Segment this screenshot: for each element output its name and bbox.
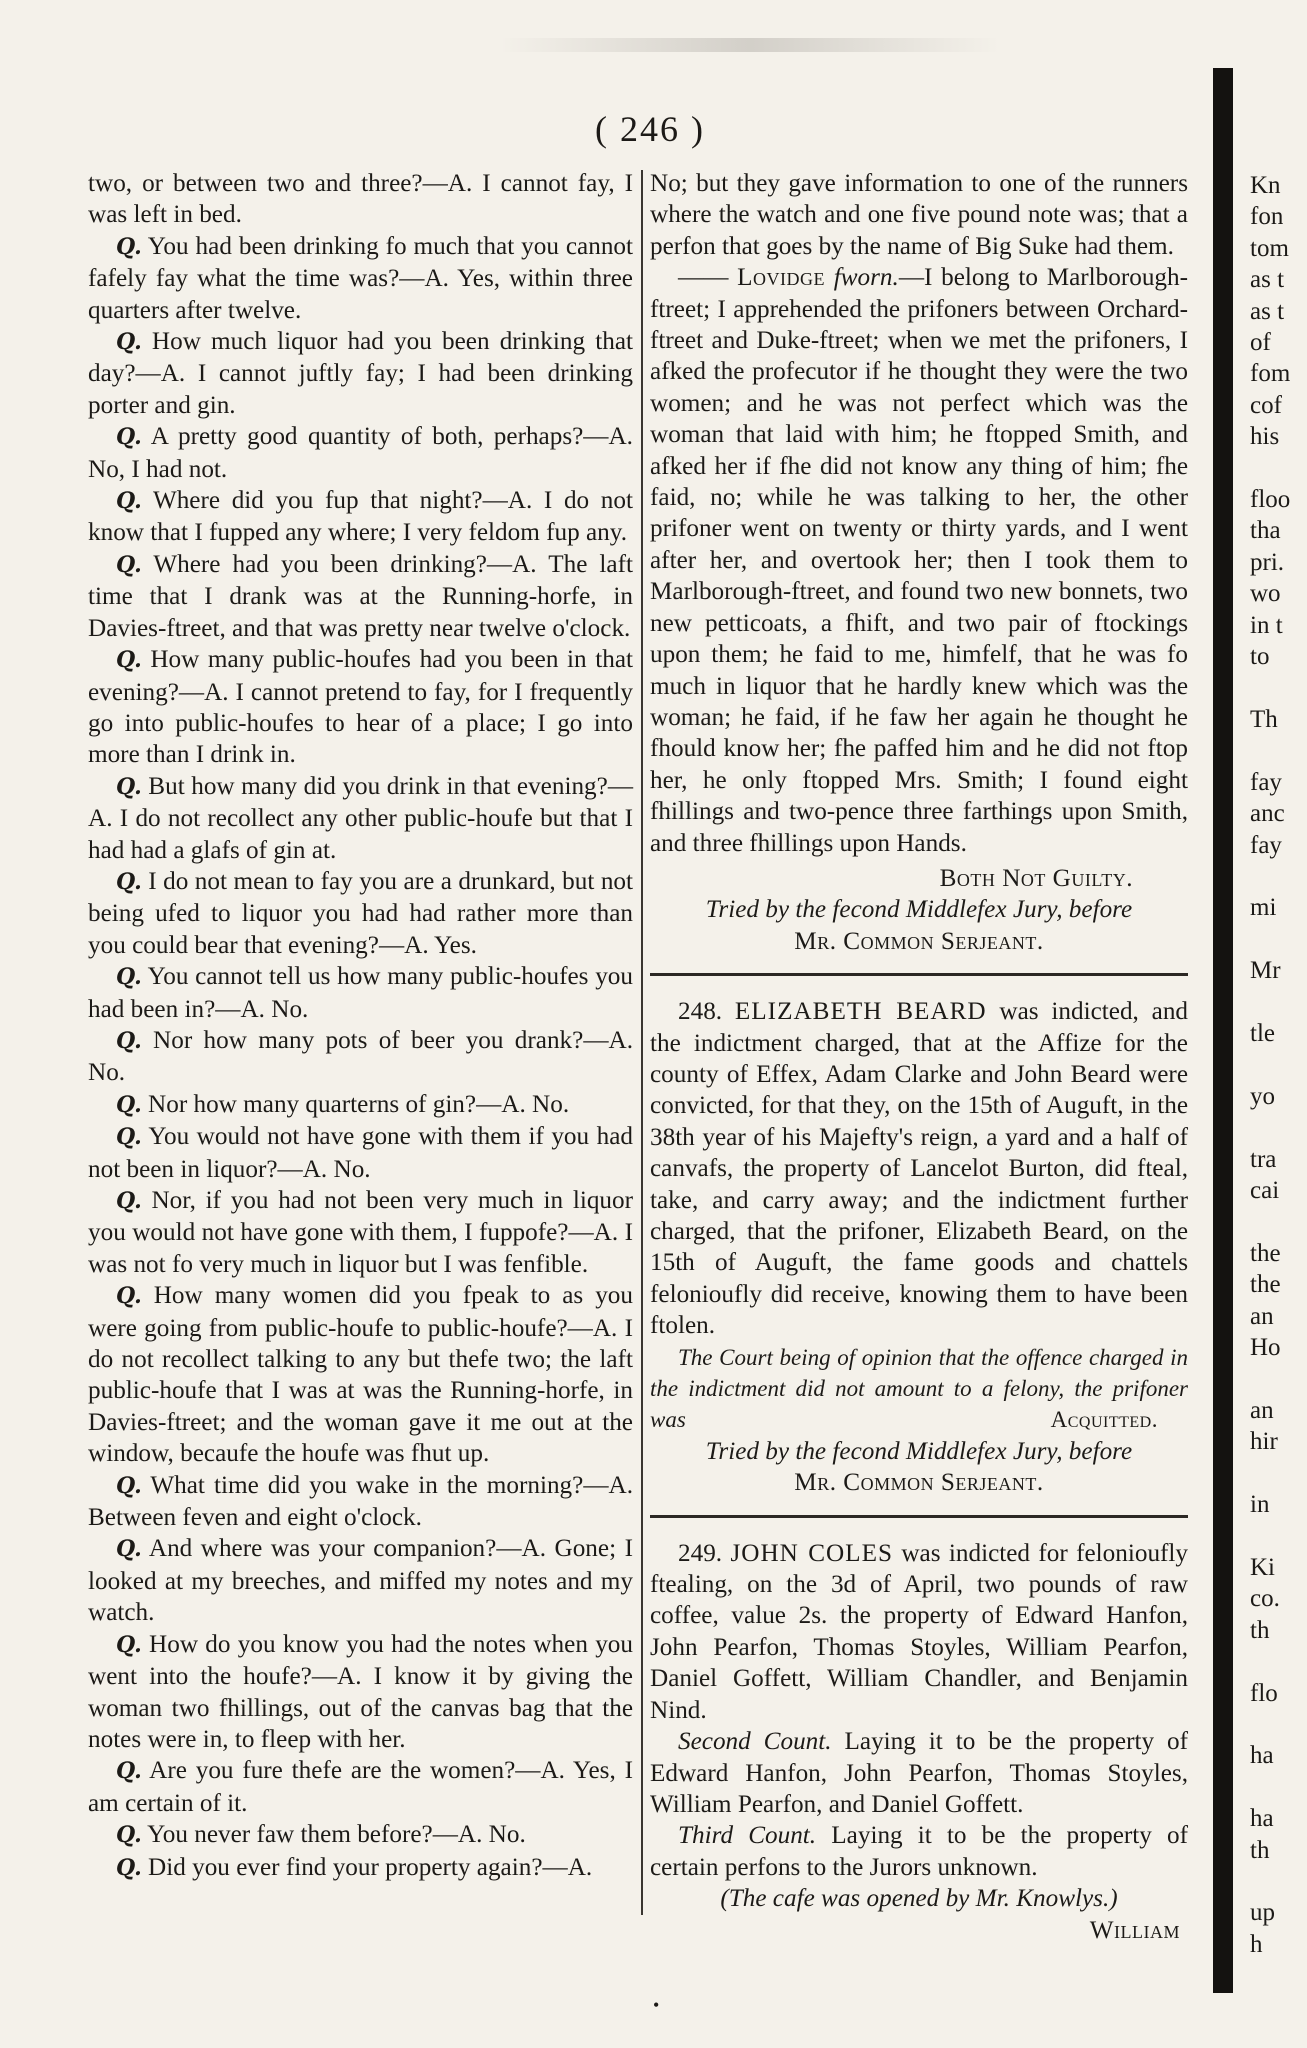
question-marker: Q. xyxy=(116,1091,142,1118)
indictment-text: was indicted for felonioufly ftealing, on the 3d of April, two pounds of raw coffee, value 2s. the property of Edward Hanfon, John Pearfon, Thomas Stoyles, William Pearfon, Daniel Goffett, William Chandler, and Benjamin Nind. xyxy=(650,1539,1189,1724)
facing-page-fragment: the xyxy=(1250,1239,1281,1267)
case-separator-rule xyxy=(650,973,1188,976)
facing-page-fragment: an xyxy=(1250,1302,1274,1330)
facing-page-fragment: ha xyxy=(1250,1805,1274,1833)
tried-before-line xyxy=(650,926,1188,957)
question-marker: Q. xyxy=(116,1536,142,1563)
defendant-name: JOHN COLES xyxy=(730,1539,893,1567)
testimony-text: How many public-houfes had you been in that evening?—A. I cannot pretend to fay, for I frequently go into public-houfes to hear of a place; I go into more than I drink in. xyxy=(88,646,634,769)
question-marker: Q. xyxy=(116,1124,142,1151)
facing-page-fragment: Th xyxy=(1250,705,1278,733)
testimony-paragraph xyxy=(88,1185,633,1280)
third-count xyxy=(650,1820,1188,1883)
facing-page-fragment: fay xyxy=(1250,831,1282,859)
testimony-text: You had been drinking fo much that you cannot fafely fay what the time was?—A. Yes, within three quarters after twelve. xyxy=(88,232,633,324)
facing-page-fragment xyxy=(1250,924,1307,955)
witness-lovidge-testimony: —— Lovidge fworn.—I belong to Marlborough-ftreet; I apprehended the prifoners between Orchard-ftreet and Duke-ftreet; when we met the prifoners, I afked the profecutor if he thought they were the two women; and he was not perfect which was the woman that laid with him; he ftopped Smith, and afked her if fhe did not know any thing of him; fhe faid, no; while he was talking to her, the other prifoner went on twenty or thirty yards, and I went after her, and overtook her; then I took them to Marlborough-ftreet, and found two new bonnets, two new petticoats, a fhift, and two pair of ftockings upon them; he faid to me, himfelf, that he was fo much in liquor that he hardly knew which was the woman; he faid, if he faw her again he thought he fhould know her; fhe paffed him and he did not ftop her, he only ftopped Mrs. Smith; I found eight fhillings and two-pence three farthings upon Smith, and three fhillings upon Hands. xyxy=(650,264,1189,857)
facing-page-fragment: mi xyxy=(1250,894,1277,922)
court-opinion-note xyxy=(650,1342,1188,1436)
facing-page-fragment xyxy=(1250,1206,1307,1237)
testimony-paragraph xyxy=(88,1089,633,1121)
testimony-text: How many women did you fpeak to as you were going from public-houfe to public-houfe?—A. I do not recollect talking to any but thefe two; the laft public-houfe that I was at was the Running-horfe, in Davies-ftreet; and the woman gave it me out at the window, becaufe the houfe was fhut up. xyxy=(88,1282,633,1468)
facing-page-fragment xyxy=(1250,1866,1307,1897)
facing-page-fragment: tra xyxy=(1250,1145,1277,1173)
count-text: Laying it to be the property of Edward Hanfon, John Pearfon, Thomas Stoyles, William Pearfon, and Daniel Goffett. xyxy=(650,1728,1188,1818)
column-divider xyxy=(641,170,643,1915)
question-marker: Q. xyxy=(116,1027,142,1054)
tried-by-line: Tried by the fecond Middlefex Jury, before xyxy=(705,1437,1133,1465)
facing-page-fragment: h xyxy=(1250,1930,1263,1958)
testimony-paragraph xyxy=(88,549,633,644)
facing-page-fragment: his xyxy=(1250,423,1280,451)
facing-page-fragment: of xyxy=(1250,329,1271,357)
defendant-name: ELIZABETH BEARD xyxy=(734,998,987,1026)
facing-page-fragment: flo xyxy=(1250,1679,1278,1707)
testimony-paragraph xyxy=(88,1629,633,1756)
facing-page-fragment xyxy=(1250,1458,1307,1489)
testimony-paragraph xyxy=(88,326,633,421)
testimony-paragraph xyxy=(88,421,633,485)
facing-page-edge xyxy=(1250,170,1307,1960)
verdict-acquitted: Acquitted. xyxy=(1050,1407,1158,1433)
tried-by-line: Tried by the fecond Middlefex Jury, before xyxy=(705,896,1133,924)
facing-page-fragment: Mr xyxy=(1250,957,1281,985)
footer-mark: • xyxy=(653,1995,660,2015)
binding-gutter-shadow xyxy=(1213,68,1233,1993)
case-opened-note: (The cafe was opened by Mr. Knowlys.) xyxy=(720,1885,1118,1913)
testimony-paragraph xyxy=(88,1533,633,1628)
facing-page-fragment xyxy=(1250,453,1307,484)
testimony-text: Where had you been drinking?—A. The laft time that I drank was at the Running-horfe, in Davies-ftreet, and that was pretty near twelve o'clock. xyxy=(88,550,633,642)
page-number: ( 246 ) xyxy=(595,109,705,149)
facing-page-fragment xyxy=(1250,673,1307,704)
facing-page-fragment: fay xyxy=(1250,768,1282,796)
witness-statement: —I belong to Marlborough-ftreet; I apprehended the prifoners between Orchard-ftreet and Duke-ftreet; when we met the prifoners, I afked the profecutor if he thought they were the two women; and he was not perfect which was the woman that laid with him; he ftopped Smith, and afked her if fhe did not know any thing of him; fhe faid, no; while he was talking to her, the other prifoner went on twenty or thirty yards, and I went after her, and overtook her; then I took them to Marlborough-ftreet, and found two new bonnets, two new petticoats, a fhift, and two pair of ftockings upon them; he faid to me, himfelf, that he was fo much in liquor that he hardly knew which was the woman; he faid, if he faw her again he thought he fhould know her; fhe paffed him and he did not ftop her, he only ftopped Mrs. Smith; I found eight fhillings and two-pence three farthings upon Smith, and three fhillings upon Hands. xyxy=(650,264,1189,857)
right-column xyxy=(650,168,1188,1946)
testimony-text: What time did you wake in the morning?—A. Between feven and eight o'clock. xyxy=(88,1471,633,1532)
question-marker: Q. xyxy=(116,233,142,260)
facing-page-fragment xyxy=(1250,1520,1307,1551)
question-marker: Q. xyxy=(116,1472,142,1499)
case-number: 248. xyxy=(678,998,723,1026)
question-marker: Q. xyxy=(116,964,142,991)
facing-page-fragment xyxy=(1250,1112,1307,1143)
testimony-paragraph xyxy=(88,644,633,771)
question-marker: Q. xyxy=(116,868,142,895)
question-marker: Q. xyxy=(116,647,142,674)
tried-before-line xyxy=(650,1467,1188,1498)
count-label: Third Count. xyxy=(678,1822,817,1850)
facing-page-fragment: as t xyxy=(1250,266,1285,294)
testimony-text: A pretty good quantity of both, perhaps?—A. No, I had not. xyxy=(88,423,633,483)
witness-name: Lovidge xyxy=(737,264,825,292)
facing-page-fragment: up xyxy=(1250,1899,1275,1927)
testimony-paragraph xyxy=(88,231,633,326)
facing-page-fragment: wo xyxy=(1250,580,1281,608)
testimony-text: You cannot tell us how many public-houfes you had been in?—A. No. xyxy=(88,963,633,1023)
question-marker: Q. xyxy=(116,1854,142,1881)
question-marker: Q. xyxy=(116,551,142,578)
question-marker: Q. xyxy=(116,488,142,515)
left-column xyxy=(88,168,633,1884)
tried-before-text: Mr. Common Serjeant. xyxy=(794,1469,1044,1497)
testimony-text: And where was your companion?—A. Gone; I looked at my breeches, and miffed my notes and my watch. xyxy=(88,1535,633,1627)
indictment-text: was indicted, and the indictment charged, that at the Affize for the county of Effex, Adam Clarke and John Beard were convicted, for that they, on the 15th of Auguft, in the 38th year of his Majefty's reign, a yard and a half of canvafs, the property of Lancelot Burton, did fteal, take, and carry away; and the indictment further charged, that the prifoner, Elizabeth Beard, on the 15th of Auguft, the fame goods and chattels felonioufly did receive, knowing them to have been ftolen. xyxy=(650,998,1189,1340)
facing-page-fragment xyxy=(1250,1363,1307,1394)
facing-page-fragment: floo xyxy=(1250,486,1291,514)
testimony-text: But how many did you drink in that evening?—A. I do not recollect any other public-houfe but that I had had a glafs of gin at. xyxy=(88,772,634,864)
question-marker: Q. xyxy=(116,329,142,356)
facing-page-fragment: tle xyxy=(1250,1019,1275,1047)
facing-page-fragment: Ki xyxy=(1250,1553,1275,1581)
testimony-paragraph xyxy=(88,485,633,549)
facing-page-fragment: fon xyxy=(1250,203,1284,231)
facing-page-fragment: the xyxy=(1250,1271,1281,1299)
sworn-label: fworn. xyxy=(833,264,899,292)
second-count xyxy=(650,1726,1188,1820)
top-smudge xyxy=(500,38,1000,52)
testimony-paragraph xyxy=(88,1852,633,1884)
facing-page-fragment xyxy=(1250,1646,1307,1677)
question-marker: Q. xyxy=(116,773,142,800)
testimony-paragraph xyxy=(88,1121,633,1185)
testimony-text: Nor how many quarterns of gin?—A. No. xyxy=(148,1090,570,1118)
question-marker: Q. xyxy=(116,1758,142,1785)
testimony-paragraph xyxy=(88,866,633,961)
testimony-paragraph xyxy=(88,961,633,1025)
facing-page-fragment: pri. xyxy=(1250,548,1285,576)
case-number: 249. xyxy=(678,1539,723,1567)
facing-page-fragment: to xyxy=(1250,643,1270,671)
testimony-text: Are you fure thefe are the women?—A. Yes, I am certain of it. xyxy=(88,1757,633,1817)
verdict-not-guilty: Both Not Guilty. xyxy=(939,864,1133,892)
testimony-paragraph xyxy=(88,1470,633,1534)
facing-page-fragment: ha xyxy=(1250,1742,1274,1770)
facing-page-fragment: th xyxy=(1250,1836,1270,1864)
question-marker: Q. xyxy=(116,1822,142,1849)
facing-page-fragment: an xyxy=(1250,1396,1274,1424)
facing-page-fragment xyxy=(1250,987,1307,1018)
testimony-paragraph xyxy=(88,1819,633,1851)
tried-before-text: Mr. Common Serjeant. xyxy=(794,927,1044,955)
case-249 xyxy=(650,1538,1188,1726)
testimony-text: Did you ever find your property again?—A. xyxy=(148,1853,593,1881)
question-marker: Q. xyxy=(116,1283,142,1310)
testimony-continuation: No; but they gave information to one of the runners where the watch and one five pound note was; that a perfon that goes by the name of Big Suke had them. xyxy=(650,170,1188,260)
testimony-text: Nor, if you had not been very much in liquor you would not have gone with them, I fuppofe?—A. I was not fo very much in liquor but I was fenfible. xyxy=(88,1187,634,1278)
facing-page-fragment xyxy=(1250,735,1307,766)
facing-page-fragment: in t xyxy=(1250,611,1283,639)
facing-page-fragment xyxy=(1250,1772,1307,1803)
facing-page-fragment: cof xyxy=(1250,391,1282,419)
facing-page-fragment: Ho xyxy=(1250,1334,1281,1362)
testimony-paragraph xyxy=(88,1280,633,1469)
facing-page-fragment: co. xyxy=(1250,1585,1280,1613)
facing-page-fragment: as t xyxy=(1250,297,1285,325)
testimony-text: You would not have gone with them if you had not been in liquor?—A. No. xyxy=(88,1123,633,1183)
facing-page-fragment: hir xyxy=(1250,1428,1278,1456)
facing-page-fragment xyxy=(1250,861,1307,892)
facing-page-fragment: anc xyxy=(1250,800,1285,828)
count-text: Laying it to be the property of certain perfons to the Jurors unknown. xyxy=(650,1822,1189,1881)
question-marker: Q. xyxy=(116,1631,142,1658)
facing-page-fragment: tom xyxy=(1250,234,1289,262)
testimony-text: two, or between two and three?—A. I cannot fay, I was left in bed. xyxy=(88,170,633,229)
testimony-text: Where did you fup that night?—A. I do not know that I fupped any where; I very feldom fup any. xyxy=(88,487,633,547)
case-248 xyxy=(650,996,1188,1341)
testimony-text: How do you know you had the notes when you went into the houfe?—A. I know it by giving the woman two fhillings, out of the canvas bag that the notes were in, to fleep with her. xyxy=(88,1630,633,1753)
facing-page-fragment: Kn xyxy=(1250,172,1281,199)
facing-page-fragment: th xyxy=(1250,1616,1270,1644)
court-opinion-text: The Court being of opinion that the offence charged in the indictment did not amount to a felony, the prifoner was xyxy=(650,1344,1188,1433)
testimony-text: I do not mean to fay you are a drunkard, but not being ufed to liquor you had had rather more than you could bear that evening?—A. Yes. xyxy=(88,867,634,959)
testimony-text: Nor how many pots of beer you drank?—A. No. xyxy=(88,1026,633,1087)
question-marker: Q. xyxy=(116,1188,142,1214)
testimony-paragraph xyxy=(88,1755,633,1819)
count-label: Second Count. xyxy=(678,1728,832,1756)
testimony-text: How much liquor had you been drinking that day?—A. I cannot juftly fay; I had been drinking porter and gin. xyxy=(88,328,633,419)
facing-page-fragment xyxy=(1250,1709,1307,1740)
testimony-text: You never faw them before?—A. No. xyxy=(147,1821,526,1849)
question-marker: Q. xyxy=(116,424,142,451)
testimony-paragraph xyxy=(88,771,633,866)
testimony-paragraph xyxy=(88,168,633,231)
case-separator-rule xyxy=(650,1515,1188,1518)
facing-page-fragment: tha xyxy=(1250,517,1281,545)
facing-page-fragment: fom xyxy=(1250,360,1291,388)
facing-page-fragment: cai xyxy=(1250,1177,1280,1204)
catchword: William xyxy=(1089,1916,1180,1944)
facing-page-fragment: yo xyxy=(1250,1082,1275,1110)
facing-page-fragment: in xyxy=(1250,1491,1270,1519)
facing-page-fragment xyxy=(1250,1049,1307,1080)
testimony-paragraph xyxy=(88,1025,633,1089)
